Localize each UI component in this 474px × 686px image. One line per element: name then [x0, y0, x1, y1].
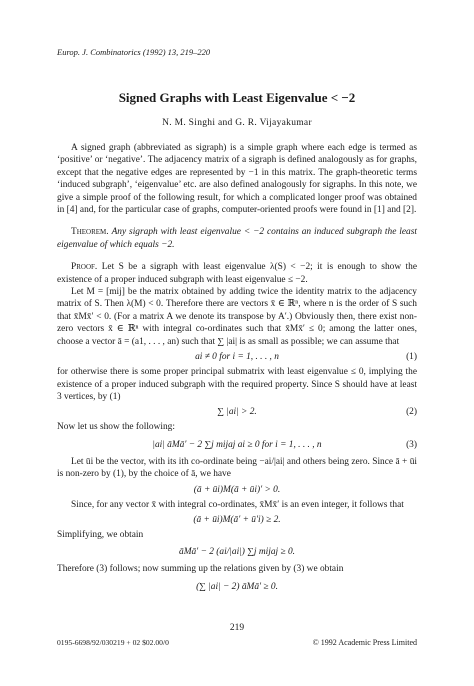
journal-header: Europ. J. Combinatorics (1992) 13, 219–220 [57, 47, 211, 57]
proof-paragraph-7: Simplifying, we obtain [57, 529, 144, 540]
equation-3-number: (3) [406, 439, 417, 450]
equation-6 [57, 541, 417, 563]
equation-7 [57, 576, 417, 598]
proof-paragraph-2: Let M = [mij] be the matrix obtained by adding twice the identity matrix to the adjacency matrix of S. Then λ(M) < 0. Therefore there are vectors x̄ ∈ ℝⁿ, where n is the order of S such that x̄Mx̄′ < 0. (For a matrix A we denote its transpose by A′.) Obviously then, there exist non-zero vectors x̄ ∈ ℝⁿ with integral co-ordinates such that x̄Mx̄′ ≤ 0; among the latter ones, choose a vector ā = (a1, . . . , an) such that ∑ |ai| is as small as possible; we can assume that [57, 287, 417, 347]
equation-4-body: (ā + ūi)M(ā + ūi)′ > 0. [193, 484, 281, 495]
page-number: 219 [229, 623, 245, 633]
equation-3-body: |ai| āMā′ − 2 ∑j mijaj ai ≥ 0 for i = 1, . . . , n [152, 439, 322, 450]
equation-3 [57, 434, 417, 456]
equation-4 [57, 481, 417, 499]
article-code: 0195-6698/92/030219 + 02 $02.00/0 [57, 638, 169, 647]
theorem-text: Any sigraph with least eigenvalue < −2 contains an induced subgraph the least eigenvalue of which equals −2. [57, 227, 417, 250]
proof-paragraph-5: Let ūi be the vector, with its ith co-ordinate being −ai/|ai| and others being zero. Since ā + ūi is non-zero by (1), by the choice of ā, we have [57, 456, 417, 480]
copyright-notice: © 1992 Academic Press Limited [312, 638, 417, 647]
equation-5-body: (ā + ūi)M(ā′ + ū′i) ≥ 2. [193, 514, 281, 525]
equation-2-number: (2) [406, 407, 417, 418]
paper-authors: N. M. Singhi and G. R. Vijayakumar [162, 118, 312, 128]
proof-text-1: Let S be a sigraph with least eigenvalue λ(S) < −2; it is enough to show the existence of a proper induced subgraph with least eigenvalue ≤ −2. [57, 262, 417, 285]
abstract-paragraph: A signed graph (abbreviated as sigraph) is a simple graph where each edge is termed as ‘positive’ or ‘negative’. The adjacency matrix of a sigraph is defined analogously as for graphs, except that the negative edges are represented by −1 in this matrix. The graph-theoretic terms ‘induced subgraph’, ‘eigenvalue’ etc. are also defined analogously for sigraphs. In this note, we give a simple proof of the following result, for which a complicated longer proof was obtained in [4] and, for the particular case of graphs, computer-oriented proofs were found in [1] and [2]. [57, 143, 417, 216]
equation-1-number: (1) [406, 352, 417, 363]
equation-5 [57, 511, 417, 529]
equation-1-body: ai ≠ 0 for i = 1, . . . , n [195, 352, 279, 363]
equation-6-body: āMā′ − 2 (ai/|ai|) ∑j mijaj ≥ 0. [179, 547, 295, 558]
equation-1 [57, 348, 417, 366]
equation-2-body: ∑ |ai| > 2. [217, 407, 257, 418]
paper-title: Signed Graphs with Least Eigenvalue < −2 [118, 90, 356, 105]
proof-paragraph-4: Now let us show the following: [57, 422, 175, 433]
proof-label: Proof. [71, 262, 98, 273]
proof-paragraph-8: Therefore (3) follows; now summing up the relations given by (3) we obtain [57, 564, 344, 575]
theorem-label: Theorem. [71, 227, 109, 238]
equation-7-body: (∑ |ai| − 2) āMā′ ≥ 0. [196, 581, 278, 592]
proof-paragraph-1 [57, 261, 417, 286]
theorem-statement [57, 226, 417, 251]
equation-2 [57, 403, 417, 421]
proof-paragraph-6: Since, for any vector x̄ with integral co-ordinates, x̄Mx̄′ is an even integer, it follows that [71, 499, 404, 510]
paper-body [57, 142, 417, 598]
proof-paragraph-3: for otherwise there is some proper principal submatrix with least eigenvalue ≤ 0, implying the existence of a proper induced subgraph with the required property. Since S should have at least 3 vertices, by (1) [57, 367, 417, 402]
